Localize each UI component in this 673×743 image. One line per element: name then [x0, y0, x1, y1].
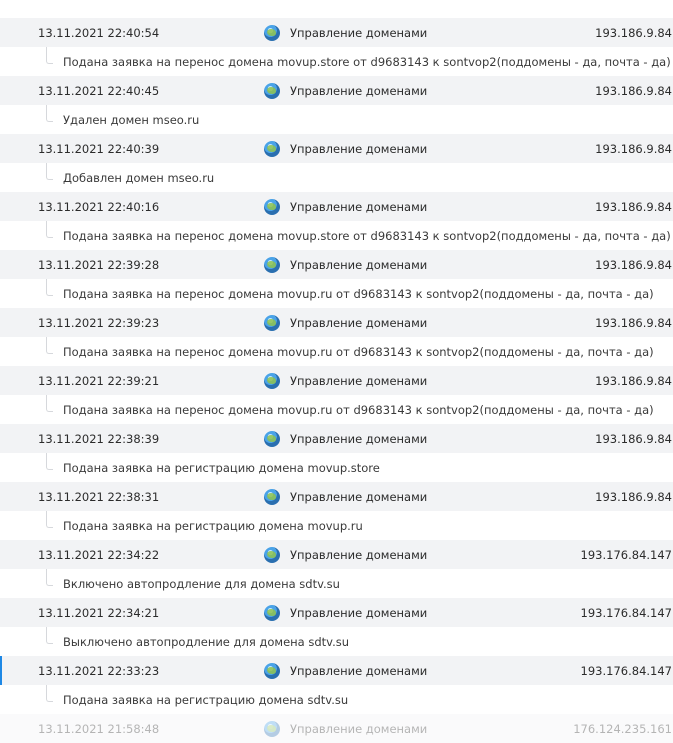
- log-entry-header[interactable]: [0, 366, 673, 395]
- domain-service-icon: [264, 141, 280, 157]
- log-service: Управление доменами: [290, 489, 428, 504]
- tree-connector: [46, 105, 53, 122]
- log-detail-row: [0, 685, 673, 714]
- log-entry-header[interactable]: [0, 192, 673, 221]
- log-service: Управление доменами: [290, 141, 428, 156]
- log-detail-text: Подана заявка на регистрацию домена sdtv.su: [63, 692, 349, 707]
- log-detail-row: [0, 337, 673, 366]
- log-entry: [0, 366, 673, 424]
- log-ip: 193.186.9.84: [595, 489, 672, 504]
- log-service: Управление доменами: [290, 83, 428, 98]
- log-date: 13.11.2021 22:40:39: [38, 141, 160, 156]
- domain-service-icon: [264, 257, 280, 273]
- log-detail-row: [0, 105, 673, 134]
- log-entry-header[interactable]: [0, 656, 673, 685]
- log-service: Управление доменами: [290, 257, 428, 272]
- log-date: 13.11.2021 22:40:16: [38, 199, 160, 214]
- log-detail-row: [0, 279, 673, 308]
- log-date: 13.11.2021 22:38:39: [38, 431, 160, 446]
- log-detail-row: [0, 511, 673, 540]
- domain-service-icon: [264, 489, 280, 505]
- log-service: Управление доменами: [290, 315, 428, 330]
- log-ip: 193.186.9.84: [595, 25, 672, 40]
- domain-service-icon: [264, 315, 280, 331]
- log-detail-row: [0, 453, 673, 482]
- log-detail-row: [0, 221, 673, 250]
- log-detail-row: [0, 627, 673, 656]
- tree-connector: [46, 569, 53, 586]
- domain-service-icon: [264, 25, 280, 41]
- log-ip: 193.176.84.147: [580, 663, 672, 678]
- log-ip: 193.186.9.84: [595, 315, 672, 330]
- log-ip: 193.186.9.84: [595, 257, 672, 272]
- log-entry: [0, 482, 673, 540]
- log-entry: [0, 308, 673, 366]
- log-entry: [0, 424, 673, 482]
- tree-connector: [46, 511, 53, 528]
- log-ip: 193.176.84.147: [580, 547, 672, 562]
- log-detail-row: [0, 47, 673, 76]
- log-detail-text: Подана заявка на перенос домена movup.store от d9683143 к sontvop2(поддомены - да, почта - да): [63, 54, 671, 69]
- log-detail-text: Выключено автопродление для домена sdtv.su: [63, 634, 350, 649]
- log-detail-text: Подана заявка на регистрацию домена movup.ru: [63, 518, 363, 533]
- domain-service-icon: [264, 605, 280, 621]
- tree-connector: [46, 221, 53, 238]
- tree-connector: [46, 685, 53, 702]
- tree-connector: [46, 453, 53, 470]
- log-service: Управление доменами: [290, 547, 428, 562]
- log-ip: 193.186.9.84: [595, 199, 672, 214]
- log-ip: 193.186.9.84: [595, 83, 672, 98]
- domain-service-icon: [264, 663, 280, 679]
- log-entry: [0, 76, 673, 134]
- log-date: 13.11.2021 22:40:45: [38, 83, 160, 98]
- log-date: 13.11.2021 22:39:21: [38, 373, 160, 388]
- log-service: Управление доменами: [290, 199, 428, 214]
- log-ip: 193.186.9.84: [595, 431, 672, 446]
- log-service: Управление доменами: [290, 663, 428, 678]
- log-entry: [0, 192, 673, 250]
- log-entry-header[interactable]: [0, 540, 673, 569]
- log-detail-text: Подана заявка на перенос домена movup.ru от d9683143 к sontvop2(поддомены - да, почта - да): [63, 286, 654, 301]
- log-entry-header[interactable]: [0, 482, 673, 511]
- log-entry-header[interactable]: [0, 598, 673, 627]
- domain-service-icon: [264, 199, 280, 215]
- log-date: 13.11.2021 22:33:23: [38, 663, 160, 678]
- log-entry: [0, 18, 673, 76]
- log-service: Управление доменами: [290, 721, 428, 736]
- log-entry: [0, 134, 673, 192]
- log-entry: [0, 598, 673, 656]
- log-entry-header[interactable]: [0, 308, 673, 337]
- log-detail-text: Подана заявка на перенос домена movup.ru от d9683143 к sontvop2(поддомены - да, почта - да): [63, 402, 654, 417]
- log-date: 13.11.2021 22:40:54: [38, 25, 160, 40]
- log-detail-text: Подана заявка на перенос домена movup.ru от d9683143 к sontvop2(поддомены - да, почта - да): [63, 344, 654, 359]
- domain-service-icon: [264, 547, 280, 563]
- log-detail-row: [0, 0, 673, 7]
- tree-connector: [46, 47, 53, 64]
- log-entry: [0, 250, 673, 308]
- domain-service-icon: [264, 373, 280, 389]
- log-detail-row: [0, 395, 673, 424]
- log-detail-text: Удален домен mseo.ru: [63, 112, 200, 127]
- tree-connector: [46, 627, 53, 644]
- log-entry-header[interactable]: [0, 424, 673, 453]
- log-entry: [0, 540, 673, 598]
- log-entry-header[interactable]: [0, 76, 673, 105]
- log-date: 13.11.2021 22:34:22: [38, 547, 160, 562]
- domain-service-icon: [264, 431, 280, 447]
- log-ip: 176.124.235.161: [573, 721, 672, 736]
- log-date: 13.11.2021 22:34:21: [38, 605, 160, 620]
- log-entry-header[interactable]: [0, 250, 673, 279]
- log-detail-row: [0, 569, 673, 598]
- log-detail-text: Включено автопродление для домена sdtv.su: [63, 576, 340, 591]
- log-service: Управление доменами: [290, 431, 428, 446]
- domain-service-icon: [264, 83, 280, 99]
- tree-connector: [46, 163, 53, 180]
- log-date: 13.11.2021 22:39:23: [38, 315, 160, 330]
- log-date: 13.11.2021 22:39:28: [38, 257, 160, 272]
- log-entry: [0, 656, 673, 714]
- domain-service-icon: [264, 721, 280, 737]
- log-ip: 193.186.9.84: [595, 373, 672, 388]
- log-service: Управление доменами: [290, 605, 428, 620]
- log-date: 13.11.2021 22:38:31: [38, 489, 160, 504]
- log-ip: 193.186.9.84: [595, 141, 672, 156]
- log-detail-text: Подана заявка на регистрацию домена movup.store: [63, 460, 380, 475]
- tree-connector: [46, 395, 53, 412]
- log-entry-header[interactable]: [0, 134, 673, 163]
- log-date: 13.11.2021 21:58:48: [38, 721, 160, 736]
- log-detail-row: [0, 163, 673, 192]
- log-service: Управление доменами: [290, 373, 428, 388]
- log-service: Управление доменами: [290, 25, 428, 40]
- log-ip: 193.176.84.147: [580, 605, 672, 620]
- log-detail-text: Добавлен домен mseo.ru: [63, 170, 215, 185]
- log-entry-header[interactable]: [0, 18, 673, 47]
- tree-connector: [46, 279, 53, 296]
- tree-connector: [46, 337, 53, 354]
- log-detail-text: Подана заявка на перенос домена movup.store от d9683143 к sontvop2(поддомены - да, почта - да): [63, 228, 671, 243]
